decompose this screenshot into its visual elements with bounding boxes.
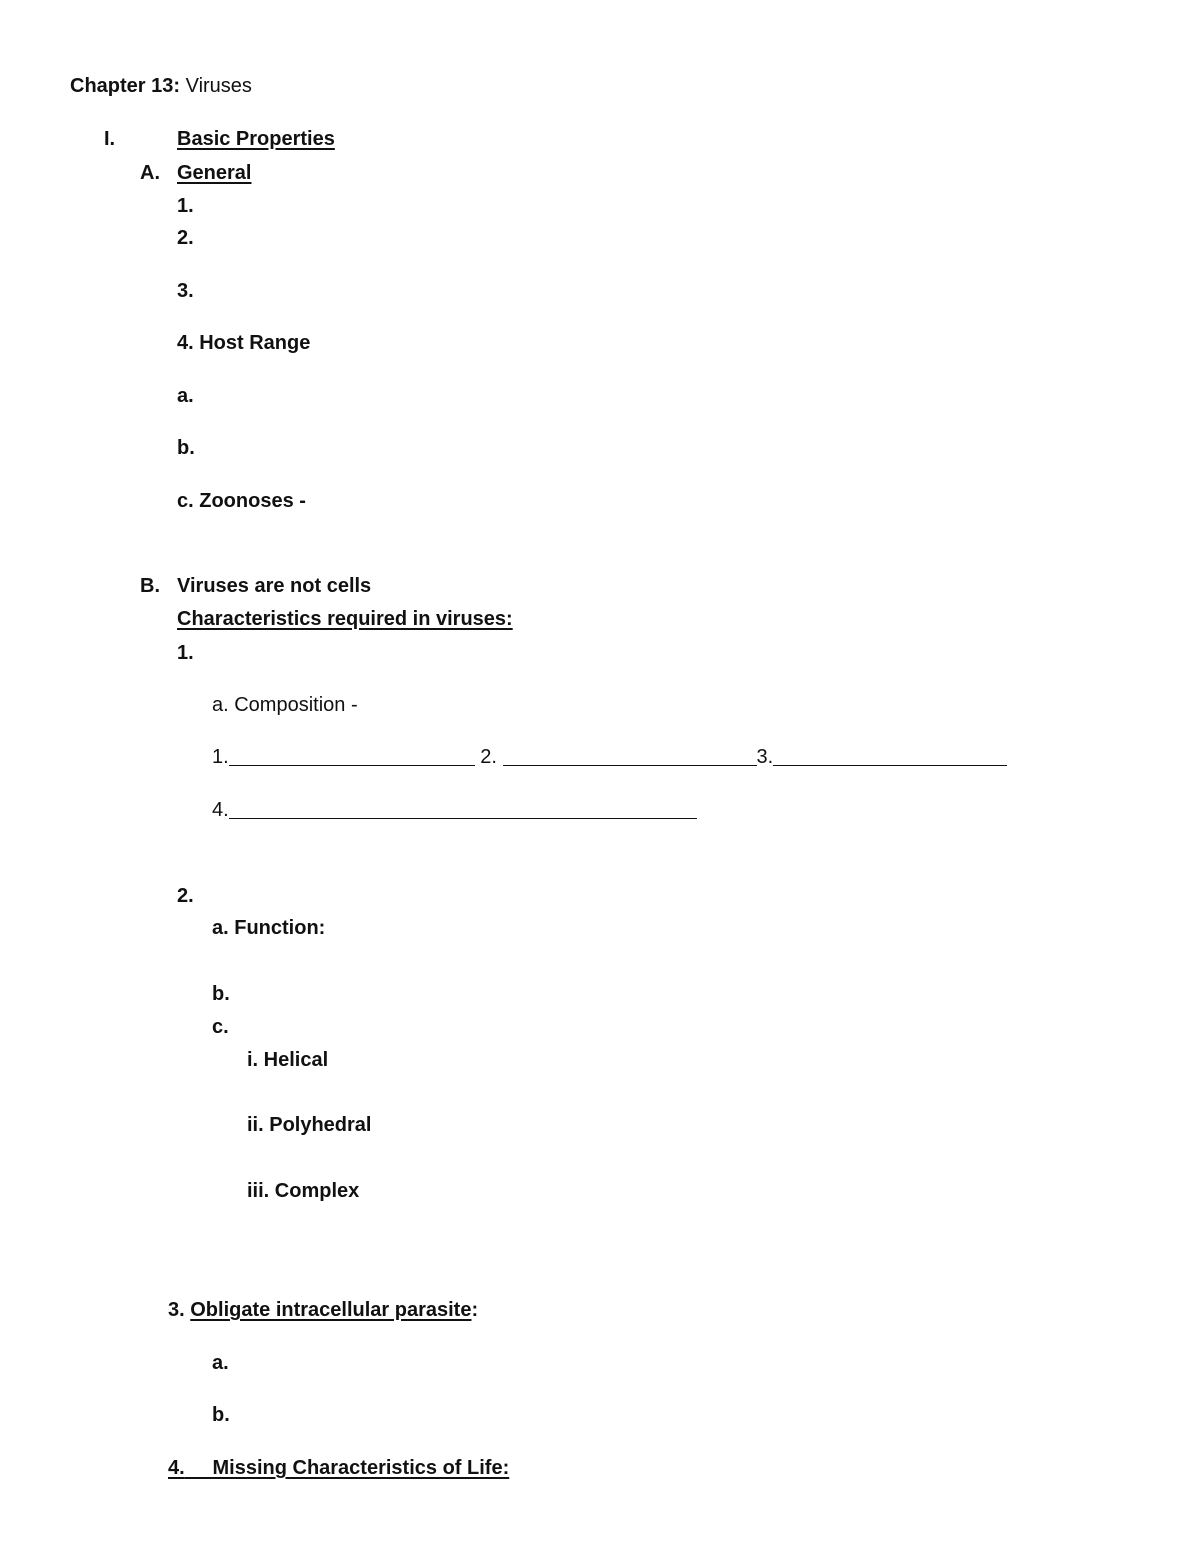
- host-range-b: b.: [177, 437, 195, 459]
- blank-3-line[interactable]: [773, 747, 1007, 766]
- blank-2-line[interactable]: [503, 747, 757, 766]
- blank-2-label: 2.: [480, 746, 497, 768]
- characteristic-4-label: Missing Characteristics of Life:: [212, 1457, 510, 1479]
- section-numeral: I.: [104, 128, 116, 150]
- chapter-label: Chapter 13:: [70, 75, 181, 97]
- function-label: a. Function:: [212, 917, 326, 939]
- composition-label: a. Composition -: [212, 694, 358, 716]
- parasite-a: a.: [212, 1352, 229, 1374]
- characteristic-3-label: Obligate intracellular parasite: [190, 1299, 472, 1321]
- subsection-a-letter: A.: [140, 162, 160, 184]
- characteristic-3: [168, 1298, 478, 1322]
- host-range-c: c. Zoonoses -: [177, 490, 306, 512]
- characteristic-1: 1.: [177, 642, 194, 664]
- host-range-a: a.: [177, 385, 194, 407]
- subsection-b-heading: Viruses are not cells: [177, 575, 372, 597]
- section-heading: Basic Properties: [177, 128, 335, 150]
- blank-1-label: 1.: [212, 746, 229, 768]
- blank-1-line[interactable]: [229, 747, 475, 766]
- blank-4-line[interactable]: [229, 800, 697, 819]
- general-item-2: 2.: [177, 227, 194, 249]
- characteristic-2-c: c.: [212, 1016, 229, 1038]
- characteristic-2-b: b.: [212, 983, 230, 1005]
- general-item-1: 1.: [177, 195, 194, 217]
- characteristic-3-number: 3.: [168, 1299, 185, 1321]
- shape-complex: iii. Complex: [247, 1180, 360, 1202]
- shape-polyhedral: ii. Polyhedral: [247, 1114, 372, 1136]
- composition-blank-4-row: [212, 798, 697, 822]
- parasite-b: b.: [212, 1404, 230, 1426]
- chapter-topic: Viruses: [180, 75, 252, 97]
- characteristics-heading: Characteristics required in viruses:: [177, 608, 513, 630]
- composition-blanks-row: [212, 745, 1007, 769]
- page-title: [70, 74, 252, 98]
- general-item-4: 4. Host Range: [177, 332, 311, 354]
- blank-3-label: 3.: [756, 746, 774, 768]
- shape-helical: i. Helical: [247, 1049, 329, 1071]
- characteristic-4: [168, 1456, 509, 1480]
- subsection-a-heading: General: [177, 162, 252, 184]
- blank-4-label: 4.: [212, 799, 229, 821]
- general-item-3: 3.: [177, 280, 194, 302]
- characteristic-3-colon: :: [471, 1299, 479, 1321]
- subsection-b-letter: B.: [140, 575, 160, 597]
- characteristic-4-number: 4.: [168, 1457, 185, 1479]
- characteristic-2: 2.: [177, 885, 194, 907]
